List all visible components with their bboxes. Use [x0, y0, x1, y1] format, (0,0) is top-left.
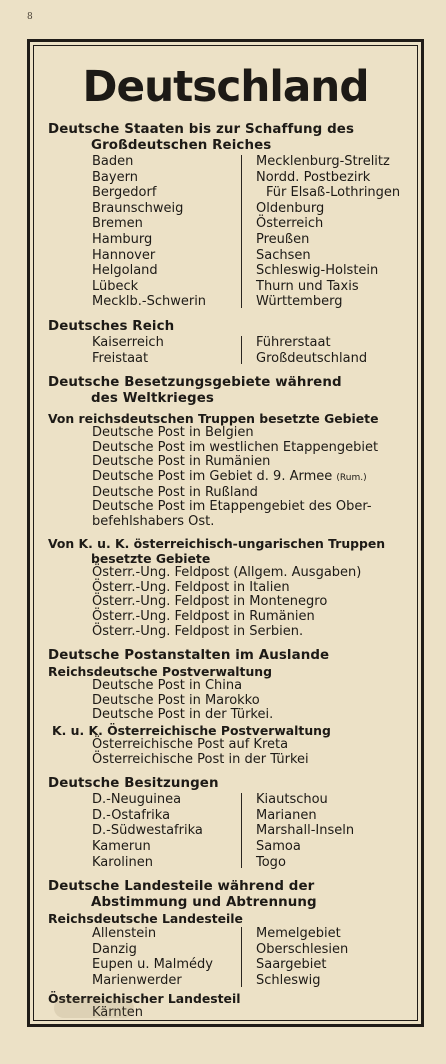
list-item-text: Deutsche Post im Gebiet d. 9. Armee	[92, 468, 333, 484]
list-item: Deutsche Post im westlichen Etappengebiet	[92, 439, 379, 455]
list-item: Lübeck	[92, 278, 139, 294]
list-item: Sachsen	[256, 247, 311, 263]
subsection-heading: K. u. K. Österreichische Postverwaltung	[52, 723, 331, 739]
list-item: Großdeutschland	[256, 350, 368, 366]
list-item: Österr.-Ung. Feldpost in Montenegro	[92, 594, 328, 610]
column-divider	[241, 927, 242, 986]
left-column	[92, 926, 241, 988]
list-item: Deutsche Post in Rußland	[92, 484, 258, 500]
left-column	[92, 154, 241, 310]
page-frame-inner	[33, 45, 418, 1021]
rum-note: (Rum.)	[336, 472, 367, 483]
list-item: Kamerun	[92, 839, 151, 854]
item-list	[48, 426, 417, 529]
subsection-heading: besetzte Gebiete	[91, 551, 211, 567]
right-column	[256, 792, 405, 870]
list-item: Danzig	[92, 941, 137, 957]
list-item: Mecklb.-Schwerin	[92, 294, 207, 310]
list-item: Marienwerder	[92, 972, 182, 988]
list-item: Freistaat	[92, 350, 149, 366]
section-heading: Großdeutschen Reiches	[91, 138, 272, 153]
list-item: Österr.-Ung. Feldpost in Italien	[92, 579, 290, 595]
list-item: Memelgebiet	[256, 926, 341, 942]
list-item: Schleswig-Holstein	[256, 263, 379, 279]
list-item: Thurn und Taxis	[256, 278, 359, 294]
two-column-list	[48, 926, 417, 988]
section-staaten	[48, 122, 417, 310]
list-item: Österr.-Ung. Feldpost (Allgem. Ausgaben)	[92, 565, 362, 581]
list-item: Kiautschou	[256, 792, 328, 808]
list-item: Hamburg	[92, 231, 153, 247]
list-item: Bremen	[92, 216, 143, 232]
list-item: Schleswig	[256, 972, 321, 988]
right-column	[256, 926, 405, 988]
list-item: Helgoland	[92, 263, 158, 279]
list-item: Oberschlesien	[256, 941, 349, 957]
section-heading: des Weltkrieges	[91, 391, 214, 407]
list-item: Togo	[256, 854, 286, 870]
list-item: befehlshabers Ost.	[92, 513, 215, 529]
content	[34, 122, 417, 1020]
list-item: Mecklenburg-Strelitz	[256, 154, 390, 169]
left-column	[92, 335, 241, 366]
list-item: D.-Neuguinea	[92, 792, 182, 808]
list-item: Für Elsaß-Lothringen	[266, 185, 401, 201]
list-item: Preußen	[256, 231, 310, 247]
list-item: Württemberg	[256, 294, 343, 310]
subsection-heading: Reichsdeutsche Landesteile	[48, 911, 243, 927]
section-heading: Deutsche Landesteile während der	[48, 879, 315, 895]
list-item: Deutsche Post in Belgien	[92, 425, 254, 441]
list-item: Österreich	[256, 216, 324, 232]
section-heading: Deutsche Besitzungen	[48, 776, 219, 792]
two-column-list	[48, 335, 417, 366]
section-reich	[48, 319, 417, 366]
list-item: Oldenburg	[256, 200, 325, 216]
list-item: Nordd. Postbezirk	[256, 169, 371, 185]
list-item: Deutsche Post im Etappengebiet des Ober-	[92, 499, 372, 515]
list-item: Allenstein	[92, 926, 157, 942]
list-item: Deutsche Post in Rumänien	[92, 454, 271, 470]
list-item: D.-Südwestafrika	[92, 823, 203, 839]
list-item: Marianen	[256, 807, 317, 823]
subsection-heading: Reichsdeutsche Postverwaltung	[48, 664, 272, 680]
list-item: Österr.-Ung. Feldpost in Rumänien	[92, 609, 315, 625]
list-item: Deutsche Post in Marokko	[92, 692, 260, 708]
page-number: 8	[27, 12, 33, 22]
subsection-heading: Österreichischer Landesteil	[48, 990, 241, 1006]
list-item: Bayern	[92, 169, 138, 185]
section-besetzung	[48, 375, 417, 639]
section-heading: Deutsche Staaten bis zur Schaffung des	[48, 122, 355, 137]
list-item: Braunschweig	[92, 200, 184, 216]
paper-stain	[54, 998, 134, 1018]
item-list	[48, 738, 417, 767]
column-divider	[241, 155, 242, 308]
item-list	[48, 566, 417, 639]
list-item: Hannover	[92, 247, 156, 263]
page-frame	[27, 39, 424, 1027]
right-column	[256, 154, 405, 310]
subsection-heading: Von K. u. K. österreichisch-ungarischen Truppen	[48, 536, 386, 552]
list-item: Österr.-Ung. Feldpost in Serbien.	[92, 623, 304, 639]
page-title: Deutschland	[82, 62, 369, 112]
list-item: Österreichische Post auf Kreta	[92, 737, 289, 753]
subsection-heading: Von reichsdeutschen Truppen besetzte Gebiete	[48, 411, 379, 427]
list-item: Eupen u. Malmédy	[92, 957, 213, 973]
two-column-list	[48, 154, 417, 310]
list-item: Deutsche Post in China	[92, 678, 243, 694]
list-item: D.-Ostafrika	[92, 807, 171, 823]
section-heading: Deutsches Reich	[48, 318, 175, 334]
list-item	[92, 470, 417, 486]
list-item: Bergedorf	[92, 185, 157, 201]
section-besitzungen	[48, 776, 417, 870]
section-heading: Abstimmung und Abtrennung	[91, 895, 317, 911]
list-item: Samoa	[256, 839, 301, 854]
section-heading: Deutsche Besetzungsgebiete während	[48, 375, 342, 391]
list-item: Deutsche Post in der Türkei.	[92, 707, 274, 723]
list-item: Kaiserreich	[92, 334, 164, 350]
list-item: Karolinen	[92, 854, 153, 870]
list-item: Kärnten	[92, 1004, 143, 1020]
left-column	[92, 792, 241, 870]
list-item: Saargebiet	[256, 957, 327, 973]
list-item: Baden	[92, 154, 134, 169]
list-item: Führerstaat	[256, 334, 331, 350]
column-divider	[241, 336, 242, 364]
item-list	[48, 679, 417, 723]
two-column-list	[48, 792, 417, 870]
list-item: Marshall-Inseln	[256, 823, 355, 839]
section-ausland	[48, 648, 417, 767]
section-heading: Deutsche Postanstalten im Auslande	[48, 648, 330, 664]
list-item: Österreichische Post in der Türkei	[92, 751, 309, 767]
column-divider	[241, 793, 242, 868]
right-column	[256, 335, 405, 366]
